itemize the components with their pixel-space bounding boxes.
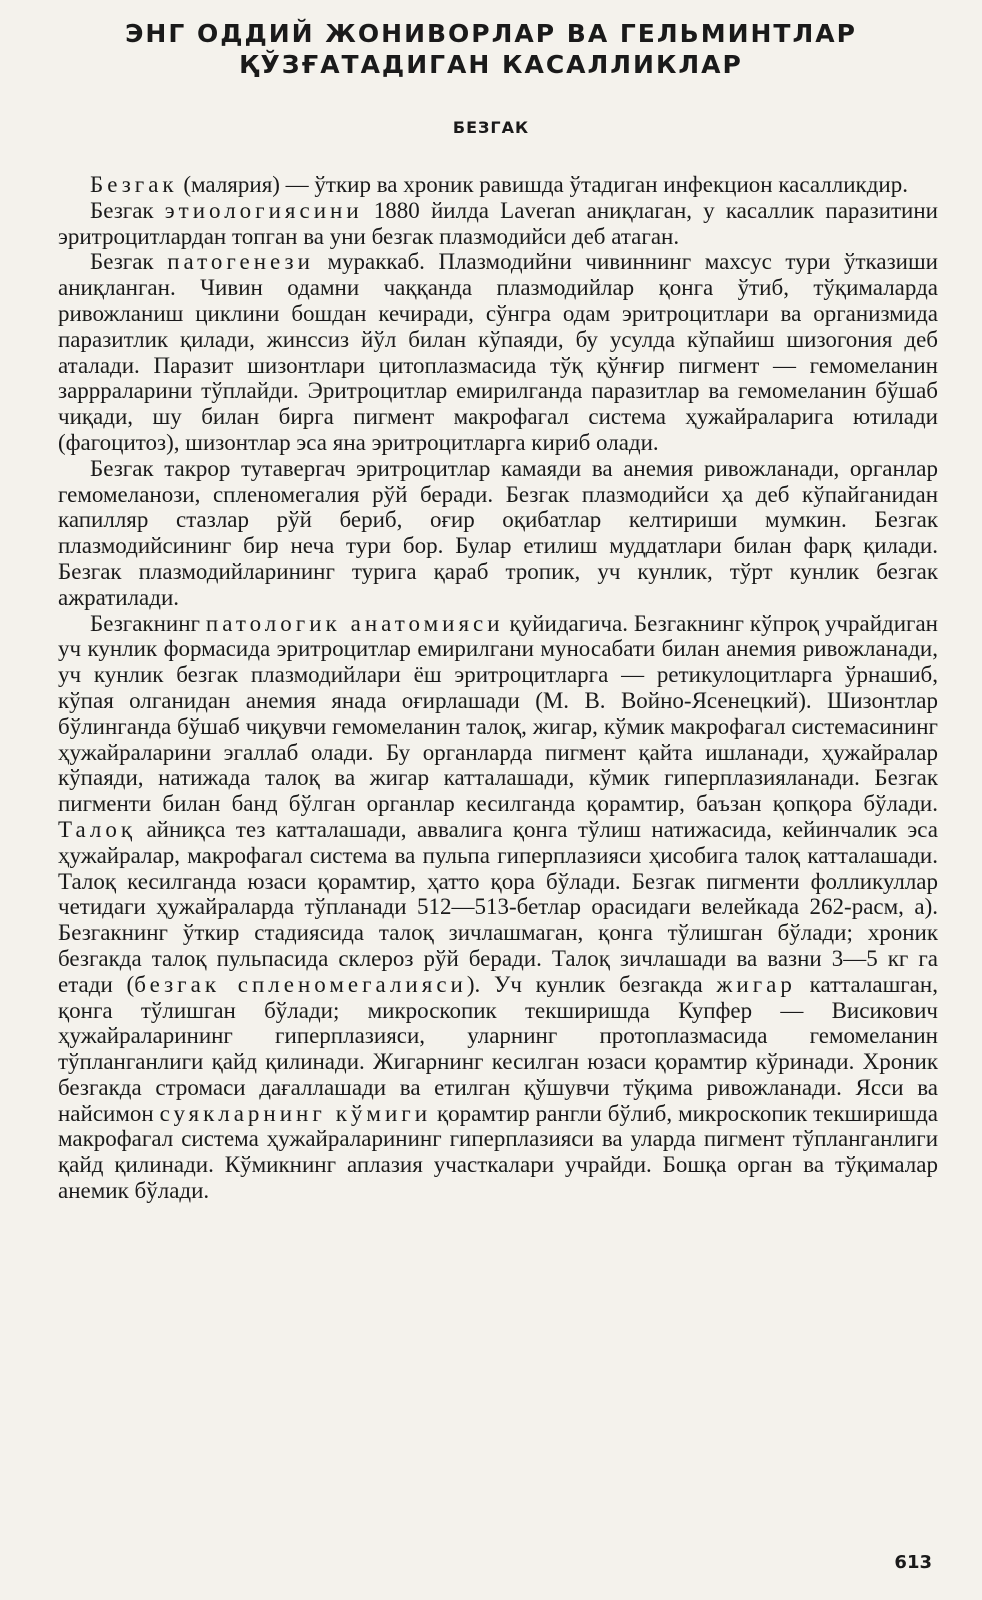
term-pathologic-anatomy: патологик анатомияси	[205, 610, 504, 636]
paragraph-text: Безгак	[90, 249, 168, 275]
term-etiology: этиологиясини	[164, 197, 363, 223]
paragraph-text: қуйидагича. Безгакнинг кўпроқ учрайдиган уч кунлик формасида эритроцитлар емирилгани муносабати билан анемия ривожланади, уч кунлик безгак плазмодийлари ёш эритроцитларга — ретикулоцитларга ўрнашиб, кўпая олганидан анемия янада оғирлашади (М. В. Войно-Ясенецкий). Шизонтлар бўлинганда бўшаб чиқувчи гемомеланин талоқ, жигар, кўмик макрофагал системасининг ҳужайраларини эгаллаб олади. Бу органларда пигмент қайта ишланади, ҳужайралар кўпаяди, натижада талоқ ва жигар катталашади, кўмик гиперплазияланади. Безгак пигменти билан банд бўлган органлар кесилганда қорамтир, баъзан қопқора бўлади.	[58, 610, 938, 817]
paragraph-text: айниқса тез катталашади, аввалига қонга тўлиш натижасида, кейинчалик эса ҳужайралар, макрофагал система ва пульпа гиперплазияси ҳисобига талоқ катталашади. Талоқ кесилганда юзаси қорамтир, ҳатто қора бўлади. Безгак пигменти фолликуллар четидаги ҳужайраларда тўпланади 512—513-бетлар орасидаги велейкада 262-расм, а). Безгакнинг ўткир стадиясида талоқ зичлашмаган, қонга тўлишган бўлади; хроник безгакда талоқ пульпасида склероз рўй беради. Талоқ зичлашади ва вазни 3—5 кг га етади (	[58, 816, 938, 997]
paragraph-etiology	[58, 198, 938, 250]
page-number: 613	[894, 1552, 932, 1573]
paragraph-definition	[58, 172, 938, 198]
chapter-title-line-1: ЭНГ ОДДИЙ ЖОНИВОРЛАР ВА ГЕЛЬМИНТЛАР	[125, 19, 857, 48]
paragraph-text: (малярия) — ўткир ва хроник равишда ўтадиган инфекцион касалликдир.	[177, 172, 908, 197]
paragraph-text: қорамтир рангли бўлиб, микроскопик текширишда макрофагал система ҳужайраларининг гиперплазияси ва уларда пигмент тўпланганлиги қайд қилинади. Кўмикнинг аплазия участкалари учрайди. Бошқа орган ва тўқималар анемик бўлади.	[58, 1100, 938, 1204]
paragraph-text: ). Уч кунлик безгакда	[466, 971, 717, 997]
term-taloq: Талоқ	[58, 816, 137, 842]
paragraph-pathologic-anatomy	[58, 611, 938, 1204]
paragraph-text: катталашган, қонга тўлишган бўлади; микроскопик текширишда Купфер — Висикович ҳужайраларининг гиперплазияси, уларнинг протоплазмасида гемомеланин тўпланганлиги қайд қилинади. Жигарнинг кесилган юзаси қорамтир кўринади. Хроник безгакда стромаси дағаллашади ва етилган қўшувчи тўқима ривожланади. Ясси ва найсимон	[58, 971, 938, 1126]
term-splenomegaly: безгак спленомегалияси	[134, 971, 467, 997]
term-bone-marrow: суякларнинг кўмиги	[159, 1100, 432, 1126]
chapter-title-line-2: ҚЎЗҒАТАДИГАН КАСАЛЛИКЛАР	[239, 50, 743, 79]
paragraph-pathogenesis	[58, 249, 938, 455]
term-pathogenesis: патогенези	[167, 249, 314, 275]
section-title: БЕЗГАК	[452, 118, 530, 137]
paragraph-text: Безгак	[90, 197, 165, 223]
chapter-title	[0, 18, 982, 80]
paragraph-text: 1880 йилда Laveran аниқлаган, у касаллик паразитини эритроцитлардан топган ва уни безгак плазмодийси деб атаган.	[58, 197, 938, 249]
paragraph-anemia: Безгак такрор тутавергач эритроцитлар камаяди ва анемия ривожланади, органлар гемомеланози, спленомегалия рўй беради. Безгак плазмодийси ҳа деб кўпайганидан капилляр стазлар рўй бериб, оғир оқибатлар келтириши мумкин. Безгак плазмодийсининг бир неча тури бор. Булар етилиш муддатлари билан фарқ қилади. Безгак плазмодийларининг турига қараб тропик, уч кунлик, тўрт кунлик безгак ажратилади.	[58, 455, 938, 610]
term-bezgak: Безгак	[90, 172, 178, 197]
paragraph-text: мураккаб. Плазмодийни чивиннинг махсус тури ўтказиши аниқланган. Чивин одамни чаққанда плазмодийлар қонга ўтиб, тўқималарда ривожланиш циклини бошдан кечиради, сўнгра одам эритроцитлари ва организмида паразитлик қилади, жинссиз йўл билан кўпаяди, бу усулда кўпайиш шизогония деб аталади. Паразит шизонтлари цитоплазмасида тўқ қўнғир пигмент — гемомеланин заррраларини тўплайди. Эритроцитлар емирилганда паразитлар ва гемомеланин бўшаб чиқади, шу билан бирга пигмент макрофагал система ҳужайраларига ютилади (фагоцитоз), шизонтлар эса яна эритроцитларга кириб олади.	[58, 249, 938, 455]
paragraph-text: Безгакнинг	[90, 610, 206, 636]
term-jigar: жигар	[716, 971, 796, 997]
article-body	[58, 172, 938, 1204]
